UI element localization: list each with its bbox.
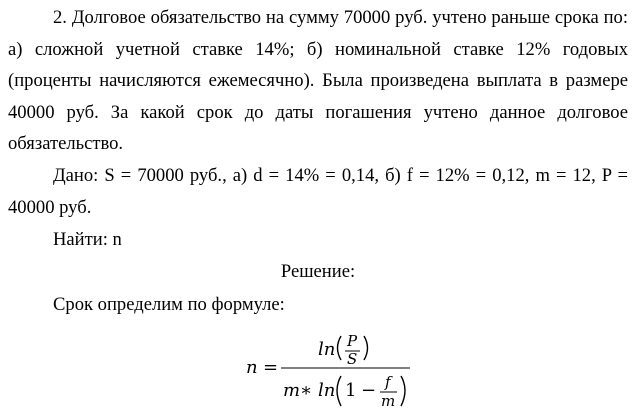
formula-lhs: n xyxy=(246,357,258,378)
denominator-one: 1 xyxy=(345,380,357,401)
given-block xyxy=(8,160,628,223)
problem-line-1: 2. Долговое обязательство на сумму 70000 руб. учтено раньше срока по: xyxy=(53,7,628,28)
denominator-f: f xyxy=(385,373,391,391)
numerator-p: P xyxy=(347,332,358,350)
problem-line-3: (проценты начисляются ежемесячно). Была произведена выплата в размере xyxy=(8,70,628,92)
denominator-paren-right xyxy=(401,376,405,406)
denominator-minus: − xyxy=(361,380,377,401)
denominator-m2: m xyxy=(381,392,396,410)
denominator-m: m xyxy=(283,380,301,401)
problem-line-5: обязательство. xyxy=(8,133,124,155)
formula-intro: Срок определим по формуле: xyxy=(53,294,285,315)
numerator-s: S xyxy=(347,350,358,368)
term-formula xyxy=(8,320,628,412)
denominator-star: ∗ xyxy=(300,380,313,401)
numerator-paren-right xyxy=(364,336,368,360)
problem-line-4: 40000 руб. За какой срок до даты погашения учтено данное долговое xyxy=(8,101,628,123)
solution-heading: Решение: xyxy=(280,261,356,282)
numerator-paren-left xyxy=(338,336,342,360)
given-line-1: Дано: S = 70000 руб., а) d = 14% = 0,14, б) f = 12% = 0,12, m = 12, P = xyxy=(53,165,628,186)
numerator-ln: ln xyxy=(318,339,336,360)
problem-statement xyxy=(8,2,628,160)
formula-equals: = xyxy=(263,357,279,378)
find-line: Найти: n xyxy=(53,229,122,250)
problem-line-2: а) сложной учетной ставке 14%; б) номинальной ставке 12% годовых xyxy=(8,38,628,60)
denominator-ln: ln xyxy=(318,380,336,401)
given-line-2: 40000 руб. xyxy=(8,196,92,218)
denominator-paren-left xyxy=(337,376,341,406)
